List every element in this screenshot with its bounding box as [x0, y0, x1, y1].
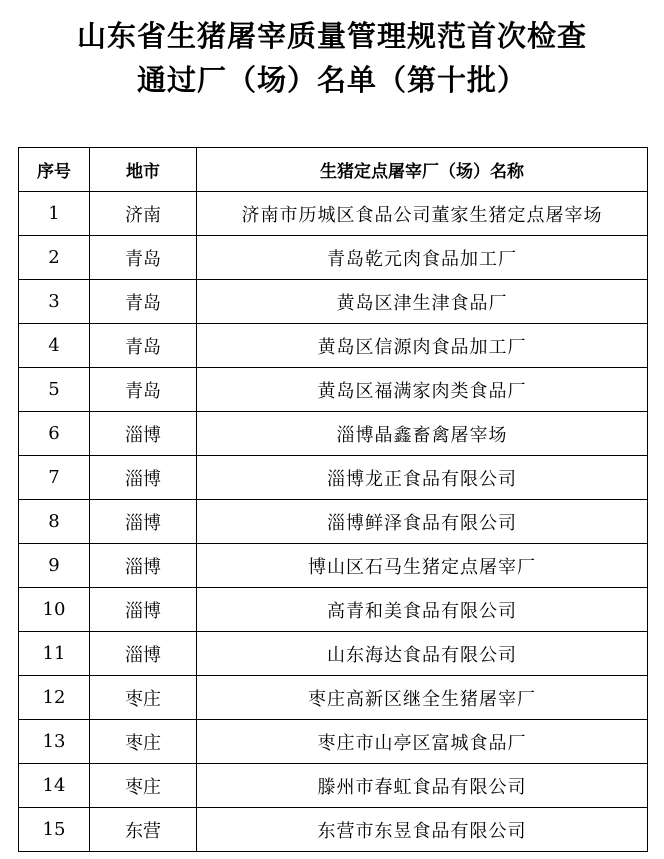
table-row — [19, 588, 648, 632]
table-row — [19, 368, 648, 412]
cell-city: 淄博 — [90, 544, 197, 588]
cell-facility-name: 东营市东昱食品有限公司 — [197, 808, 648, 852]
cell-facility-name: 黄岛区信源肉食品加工厂 — [197, 324, 648, 368]
cell-serial-number: 7 — [19, 456, 90, 500]
cell-serial-number: 4 — [19, 324, 90, 368]
cell-facility-name: 黄岛区福满家肉类食品厂 — [197, 368, 648, 412]
cell-facility-name: 山东海达食品有限公司 — [197, 632, 648, 676]
cell-city: 枣庄 — [90, 764, 197, 808]
title-line-1: 山东省生猪屠宰质量管理规范首次检查 — [76, 19, 587, 53]
table-row — [19, 676, 648, 720]
cell-city: 枣庄 — [90, 676, 197, 720]
cell-facility-name: 枣庄市山亭区富城食品厂 — [197, 720, 648, 764]
table-row — [19, 192, 648, 236]
cell-facility-name: 淄博鲜泽食品有限公司 — [197, 500, 648, 544]
cell-facility-name: 枣庄高新区继全生猪屠宰厂 — [197, 676, 648, 720]
cell-city: 青岛 — [90, 324, 197, 368]
cell-serial-number: 15 — [19, 808, 90, 852]
cell-serial-number: 2 — [19, 236, 90, 280]
cell-facility-name: 黄岛区津生津食品厂 — [197, 280, 648, 324]
cell-city: 淄博 — [90, 500, 197, 544]
cell-serial-number: 5 — [19, 368, 90, 412]
cell-city: 济南 — [90, 192, 197, 236]
cell-serial-number: 10 — [19, 588, 90, 632]
cell-city: 淄博 — [90, 632, 197, 676]
table-row — [19, 280, 648, 324]
table-header-row — [19, 148, 648, 192]
slaughterhouse-list-table — [18, 147, 648, 852]
cell-facility-name: 淄博龙正食品有限公司 — [197, 456, 648, 500]
table-row — [19, 500, 648, 544]
cell-serial-number: 3 — [19, 280, 90, 324]
document-title — [0, 14, 664, 102]
cell-city: 淄博 — [90, 456, 197, 500]
cell-serial-number: 9 — [19, 544, 90, 588]
cell-serial-number: 8 — [19, 500, 90, 544]
table-row — [19, 544, 648, 588]
table-row — [19, 412, 648, 456]
cell-city: 青岛 — [90, 280, 197, 324]
table-row — [19, 632, 648, 676]
table-row — [19, 720, 648, 764]
header-city: 地市 — [90, 148, 197, 192]
header-serial-number: 序号 — [19, 148, 90, 192]
cell-facility-name: 淄博晶鑫畜禽屠宰场 — [197, 412, 648, 456]
cell-facility-name: 高青和美食品有限公司 — [197, 588, 648, 632]
cell-city: 青岛 — [90, 236, 197, 280]
cell-serial-number: 1 — [19, 192, 90, 236]
cell-facility-name: 青岛乾元肉食品加工厂 — [197, 236, 648, 280]
cell-facility-name: 济南市历城区食品公司董家生猪定点屠宰场 — [197, 192, 648, 236]
cell-city: 青岛 — [90, 368, 197, 412]
cell-serial-number: 13 — [19, 720, 90, 764]
cell-serial-number: 6 — [19, 412, 90, 456]
cell-city: 淄博 — [90, 588, 197, 632]
table-row — [19, 324, 648, 368]
cell-serial-number: 11 — [19, 632, 90, 676]
cell-city: 淄博 — [90, 412, 197, 456]
cell-facility-name: 博山区石马生猪定点屠宰厂 — [197, 544, 648, 588]
cell-serial-number: 14 — [19, 764, 90, 808]
table-row — [19, 236, 648, 280]
cell-serial-number: 12 — [19, 676, 90, 720]
table-row — [19, 808, 648, 852]
title-line-2: 通过厂（场）名单（第十批） — [136, 63, 527, 97]
table-row — [19, 456, 648, 500]
cell-facility-name: 滕州市春虹食品有限公司 — [197, 764, 648, 808]
cell-city: 东营 — [90, 808, 197, 852]
header-facility-name: 生猪定点屠宰厂（场）名称 — [197, 148, 648, 192]
cell-city: 枣庄 — [90, 720, 197, 764]
table-row — [19, 764, 648, 808]
